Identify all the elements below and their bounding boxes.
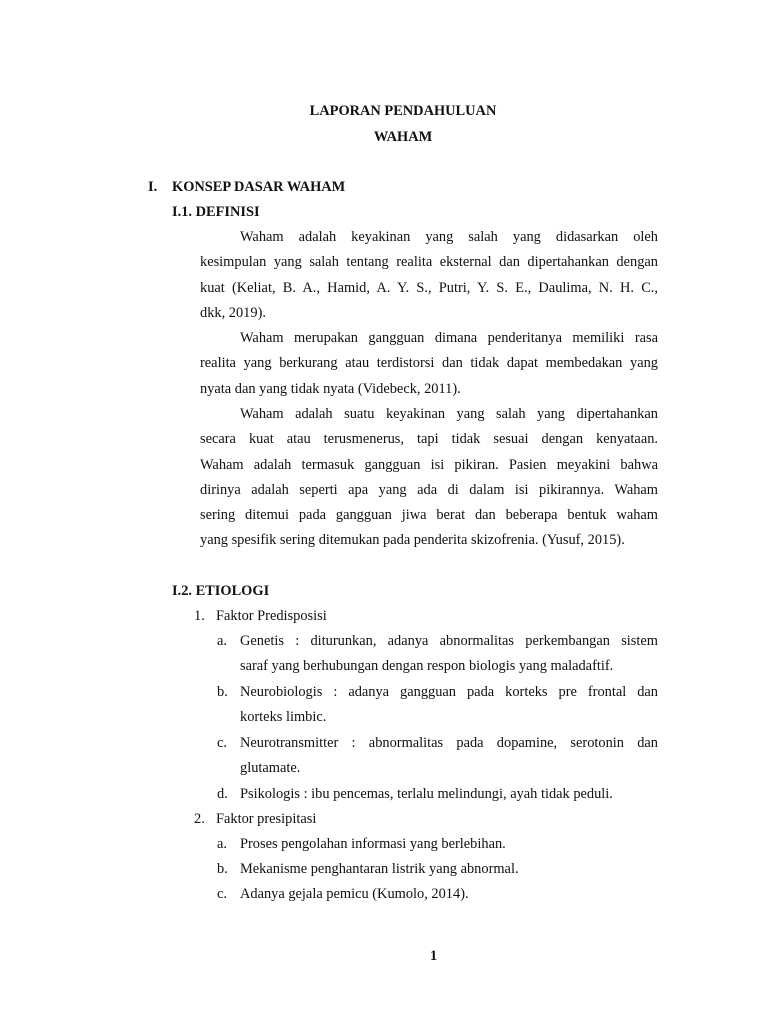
list-item-line: Proses pengolahan informasi yang berlebihan.: [240, 836, 506, 852]
list-marker: a.: [217, 633, 227, 649]
document-title: LAPORAN PENDAHULUAN: [309, 103, 497, 119]
list-item-line: Mekanisme penghantaran listrik yang abnormal.: [240, 861, 519, 877]
paragraph-line: secara kuat atau terusmenerus, tapi tidak sesuai dengan kenyataan.: [200, 431, 658, 447]
paragraph-line: Waham adalah keyakinan yang salah yang didasarkan oleh: [240, 229, 658, 245]
list-item-line: Adanya gejala pemicu (Kumolo, 2014).: [240, 886, 469, 902]
paragraph-line: sering ditemui pada gangguan jiwa berat dan beberapa bentuk waham: [200, 507, 658, 523]
list-marker: d.: [217, 786, 228, 802]
paragraph-line: dkk, 2019).: [200, 305, 266, 321]
document-subtitle: WAHAM: [373, 129, 433, 145]
list-item-line: Genetis : diturunkan, adanya abnormalitas perkembangan sistem: [240, 633, 658, 649]
list-label: Faktor presipitasi: [216, 811, 317, 827]
subsection-etiologi-heading: I.2. ETIOLOGI: [172, 583, 270, 599]
paragraph-line: nyata dan yang tidak nyata (Videbeck, 2011).: [200, 381, 461, 397]
list-item-line: saraf yang berhubungan dengan respon biologis yang maladaftif.: [240, 658, 614, 674]
subsection-definisi-heading: I.1. DEFINISI: [172, 204, 260, 220]
list-marker: a.: [217, 836, 227, 852]
list-item-line: korteks limbic.: [240, 709, 327, 725]
list-item-line: Neurobiologis : adanya gangguan pada korteks pre frontal dan: [240, 684, 658, 700]
list-marker: b.: [217, 861, 228, 877]
paragraph-line: yang spesifik sering ditemukan pada penderita skizofrenia. (Yusuf, 2015).: [200, 532, 625, 548]
paragraph-line: realita yang berkurang atau terdistorsi dan tidak dapat membedakan yang: [200, 355, 658, 371]
paragraph-line: kuat (Keliat, B. A., Hamid, A. Y. S., Putri, Y. S. E., Daulima, N. H. C.,: [200, 280, 658, 296]
list-item-line: Psikologis : ibu pencemas, terlalu melindungi, ayah tidak peduli.: [240, 786, 613, 802]
list-marker: c.: [217, 735, 227, 751]
paragraph-line: Waham merupakan gangguan dimana penderitanya memiliki rasa: [240, 330, 658, 346]
section-title: KONSEP DASAR WAHAM: [172, 179, 346, 195]
paragraph-line: dirinya adalah seperti apa yang ada di dalam isi pikirannya. Waham: [200, 482, 658, 498]
section-number: I.: [148, 179, 158, 195]
list-number: 2.: [194, 811, 205, 827]
list-item-line: glutamate.: [240, 760, 301, 776]
list-marker: b.: [217, 684, 228, 700]
paragraph-line: Waham adalah suatu keyakinan yang salah yang dipertahankan: [240, 406, 658, 422]
list-number: 1.: [194, 608, 205, 624]
paragraph-line: kesimpulan yang salah tentang realita eksternal dan dipertahankan dengan: [200, 254, 658, 270]
page-number: 1: [430, 948, 438, 964]
list-item-line: Neurotransmitter : abnormalitas pada dopamine, serotonin dan: [240, 735, 658, 751]
list-label: Faktor Predisposisi: [216, 608, 327, 624]
list-marker: c.: [217, 886, 227, 902]
paragraph-line: Waham adalah termasuk gangguan isi pikiran. Pasien meyakini bahwa: [200, 457, 658, 473]
